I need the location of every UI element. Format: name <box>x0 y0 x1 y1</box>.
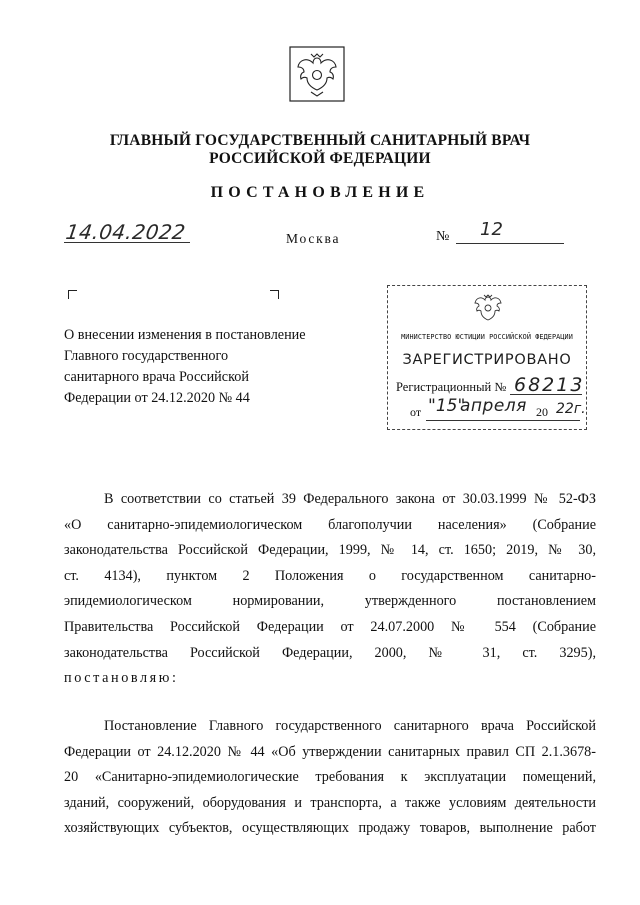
subject-line: санитарного врача Российской <box>64 369 249 385</box>
stamp-date-underline <box>426 420 580 421</box>
stamp-reg-number: 68213 <box>514 374 585 396</box>
stamp-reg-underline <box>510 394 582 395</box>
date-underline <box>64 242 190 243</box>
paragraph-line: В соответствии со статьей 39 Федерального закона от 30.03.1999 № 52-ФЗ <box>104 491 596 507</box>
stamp-ministry: МИНИСТЕРСТВО ЮСТИЦИИ РОССИЙСКОЙ ФЕДЕРАЦИИ <box>401 333 573 341</box>
paragraph-line: законодательства Российской Федерации, 1999, № 14, ст. 1650; 2019, № 30, <box>64 542 596 559</box>
handwritten-date: 14.04.2022 <box>64 220 188 244</box>
subject-line: Главного государственного <box>64 348 229 364</box>
document-type-title: ПОСТАНОВЛЕНИЕ <box>210 184 430 201</box>
authority-line-1: ГЛАВНЫЙ ГОСУДАРСТВЕННЫЙ САНИТАРНЫЙ ВРАЧ <box>109 132 531 149</box>
number-sign: № <box>436 229 450 244</box>
subject-line: Федерации от 24.12.2020 № 44 <box>64 390 250 406</box>
subject-corner-right <box>270 290 279 299</box>
paragraph-line: Федерации от 24.12.2020 № 44 «Об утверждении санитарных правил СП 2.1.3678- <box>64 743 596 760</box>
subject-corner-left <box>68 290 77 299</box>
registration-stamp <box>387 285 587 430</box>
paragraph-line: Правительства Российской Федерации от 24.07.2000 № 554 (Собрание <box>64 618 596 635</box>
paragraph-line: 20 «Санитарно-эпидемиологические требования к эксплуатации помещений, <box>64 769 596 786</box>
stamp-reg-label: Регистрационный № <box>396 380 507 394</box>
handwritten-number: 12 <box>480 219 503 240</box>
paragraph-line: Постановление Главного государственного санитарного врача Российской <box>104 718 596 734</box>
paragraph-legal-basis <box>64 487 596 692</box>
stamp-day: "15" <box>428 396 466 416</box>
stamp-year-suffix: 22г. <box>556 401 586 417</box>
paragraph-amendment <box>64 714 596 842</box>
paragraph-line: зданий, сооружений, оборудования и транспорта, а также условиям деятельности <box>64 794 596 811</box>
resolve-word: постановляю: <box>64 670 179 687</box>
paragraph-line: ст. 4134), пунктом 2 Положения о государственном санитарно- <box>64 567 596 584</box>
paragraph-line: «О санитарно-эпидемиологическом благополучии населения» (Собрание <box>64 516 596 533</box>
authority-line-2: РОССИЙСКОЙ ФЕДЕРАЦИИ <box>209 150 431 167</box>
subject-line: О внесении изменения в постановление <box>64 327 306 343</box>
paragraph-line: законодательства Российской Федерации, 2000, № 31, ст. 3295), <box>64 644 596 661</box>
stamp-month: апреля <box>460 396 527 416</box>
stamp-status: ЗАРЕГИСТРИРОВАНО <box>402 352 572 368</box>
subject-block <box>64 325 306 409</box>
paragraph-line: хозяйствующих субъектов, осуществляющих продажу товаров, выполнение работ <box>64 820 596 837</box>
paragraph-line: эпидемиологическом нормировании, утвержденного постановлением <box>64 593 596 610</box>
number-underline <box>456 243 564 244</box>
authority-heading <box>0 132 640 168</box>
city-label: Москва <box>286 231 341 246</box>
coat-of-arms-emblem <box>289 46 345 102</box>
stamp-emblem-icon <box>473 292 503 324</box>
stamp-year-prefix: 20 <box>536 405 548 419</box>
stamp-from-label: от <box>410 405 422 419</box>
